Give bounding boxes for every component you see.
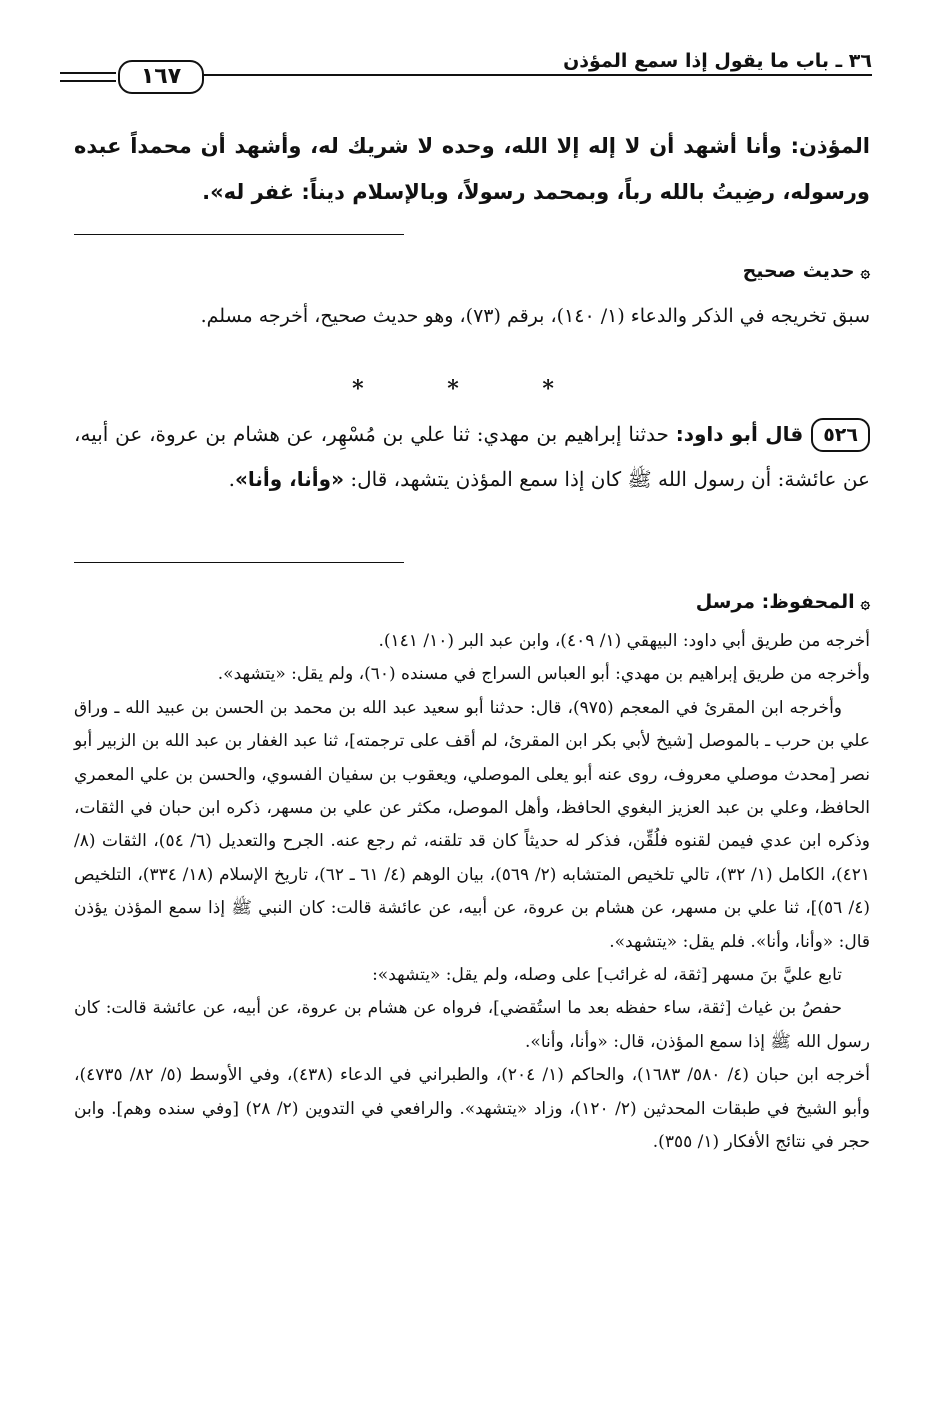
hadith-block	[74, 412, 870, 502]
page-header	[60, 50, 872, 90]
header-rule	[200, 74, 872, 76]
continued-hadith-text: المؤذن: وأنا أشهد أن لا إله إلا الله، وحده لا شريك له، وأشهد أن محمداً عبده ورسوله، رضِيتُ بالله رباً، وبمحمد رسولاً، وبالإسلام ديناً: غفر له».	[74, 134, 870, 204]
hadith-number-badge: ٥٢٦	[811, 418, 870, 452]
ornament-icon: ۞	[860, 593, 870, 612]
grading-heading	[743, 260, 870, 282]
note-paragraph: حفصُ بن غياث [ثقة، ساء حفظه بعد ما استُقضي]، فرواه عن هشام بن عروة، عن أبيه، عن عائشة قالت: كان رسول الله ﷺ إذا سمع المؤذن، قال: «وأنا، وأنا».	[74, 998, 870, 1052]
stars-separator: * * *	[352, 376, 592, 402]
note-paragraph: تابع عليَّ بنَ مسهر [ثقة، له غرائب] على وصله، ولم يقل: «يتشهد»:	[372, 965, 842, 986]
note-paragraph: وأخرجه من طريق إبراهيم بن مهدي: أبو العباس السراج في مسنده (٦٠)، ولم يقل: «يتشهد».	[217, 664, 870, 685]
note-paragraph: أخرجه ابن حبان (٤/ ٥٨٠/ ١٦٨٣)، والحاكم (١/ ٢٠٤)، والطبراني في الدعاء (٤٣٨)، وفي الأوسط (٥/ ٨٢/ ٤٧٣٥)، وأبو الشيخ في طبقات المحدثين (٢/ ١٢٠)، وزاد «يتشهد». والرافعي في التدوين (٢/ ٢٨) [وفي سنده وهم]. وابن حجر في نتائج الأفكار (١/ ٣٥٥).	[74, 1065, 870, 1153]
note-paragraph: وأخرجه ابن المقرئ في المعجم (٩٧٥)، قال: حدثنا أبو سعيد عبد الله بن محمد بن الحسن بن عبيد الله ـ وراق علي بن حرب ـ بالموصل [شيخ لأبي بكر ابن المقرئ، لم أقف على ترجمته]، ثنا عبد الغفار بن عبد الله بن الزبير أبو نصر [محدث موصلي معروف، روى عنه أبو يعلى الموصلي، ويعقوب بن سفيان الفسوي، والحسن بن علي المعمري الحافظ، وعلي بن عبد العزيز البغوي الحافظ، وأهل الموصل، مكثر عن علي بن مسهر، ذكره ابن حبان في الثقات، وذكره ابن عدي فيمن لقنوه فلُقِّن، فذكر له حديثاً كان قد تلقنه، ثم رجع عنه. الجرح والتعديل (٦/ ٥٤)، الثقات (٨/ ٤٢١)، الكامل (١/ ٣٢)، تالي تلخيص المتشابه (٢/ ٥٦٩)، بيان الوهم (٤/ ٦١ ـ ٦٢)، تاريخ الإسلام (١٨/ ٣٣٤)، التلخيص (٤/ ٥٦)]، ثنا علي بن مسهر، عن هشام بن عروة، عن أبيه، عن عائشة قالت: كان النبي ﷺ إذا سمع المؤذن يؤذن قال: «وأنا، وأنا». فلم يقل: «يتشهد».	[74, 697, 871, 952]
hadith-text: حدثنا إبراهيم بن مهدي: ثنا علي بن مُسْهِر، عن هشام بن عروة، عن أبيه، عن عائشة: أن رسول الله ﷺ كان إذا سمع المؤذن يتشهد، قال:	[74, 422, 870, 491]
hadith-narrator: قال أبو داود:	[675, 422, 804, 446]
hadith-quote: «وأنا، وأنا»	[234, 467, 344, 491]
mahfuz-heading-text: المحفوظ: مرسل	[695, 591, 855, 613]
section-divider	[74, 562, 404, 563]
page-number-ornament	[60, 72, 116, 82]
section-divider	[74, 234, 404, 235]
chapter-title: ٣٦ ـ باب ما يقول إذا سمع المؤذن	[563, 50, 872, 72]
takhrij-notes	[74, 625, 870, 1160]
ornament-icon: ۞	[860, 262, 870, 281]
grading-heading-text: حديث صحيح	[742, 260, 855, 282]
mahfuz-heading	[696, 591, 870, 613]
note-paragraph: أخرجه من طريق أبي داود: البيهقي (١/ ٤٠٩)، وابن عبد البر (١٠/ ١٤١).	[378, 631, 870, 651]
page-number: ١٦٧	[118, 60, 204, 94]
grading-paragraph: سبق تخريجه في الذكر والدعاء (١/ ١٤٠)، برقم (٧٣)، وهو حديث صحيح، أخرجه مسلم.	[200, 305, 870, 327]
hadith-end: .	[228, 467, 235, 491]
